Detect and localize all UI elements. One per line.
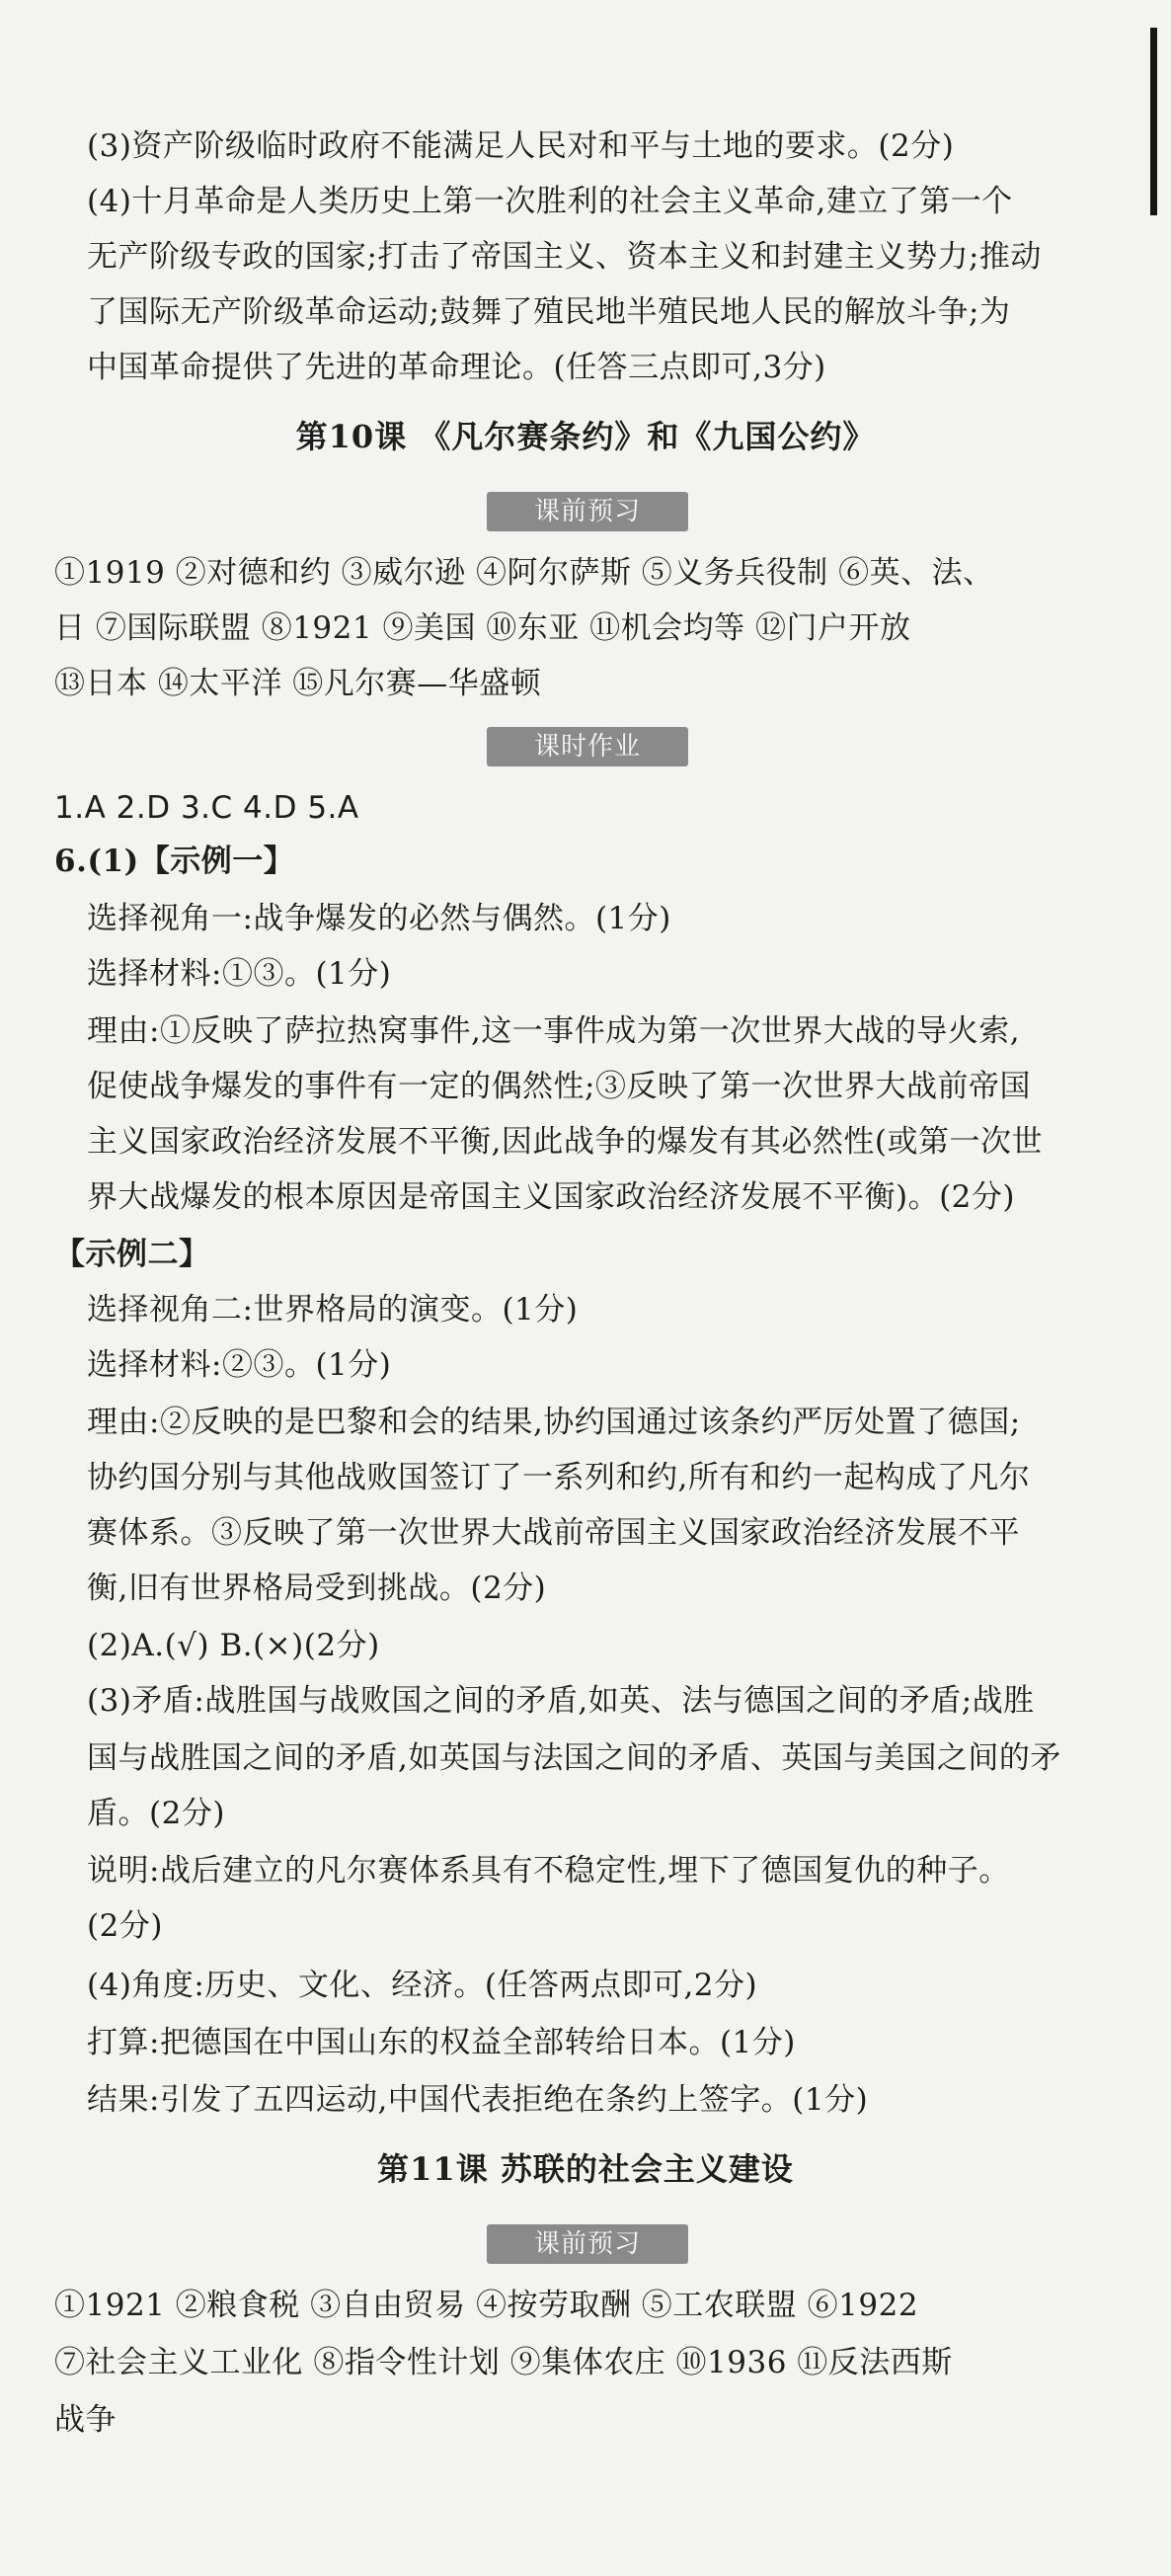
answer-line: 选择材料:②③。(1分) — [87, 1347, 392, 1383]
answer-line: 选择视角二:世界格局的演变。(1分) — [87, 1292, 579, 1328]
answer-line: (4)角度:历史、文化、经济。(任答两点即可,2分) — [87, 1968, 758, 2003]
answer-line: 说明:战后建立的凡尔赛体系具有不稳定性,埋下了德国复仇的种子。 — [87, 1853, 1010, 1889]
answer-line: 国与战胜国之间的矛盾,如英国与法国之间的矛盾、英国与美国之间的矛 — [87, 1740, 1061, 1776]
answer-line: (3)矛盾:战胜国与战败国之间的矛盾,如英、法与德国之间的矛盾;战胜 — [87, 1683, 1035, 1719]
lesson-10-title: 第10课 《凡尔赛条约》和《九国公约》 — [295, 418, 876, 455]
question-6-heading: 6.(1)【示例一】 — [54, 844, 295, 879]
answer-line: 理由:②反映的是巴黎和会的结果,协约国通过该条约严厉处置了德国; — [87, 1405, 1021, 1440]
answer-line: (3)资产阶级临时政府不能满足人民对和平与土地的要求。(2分) — [87, 128, 955, 164]
preview-badge: 课前预习 — [487, 492, 688, 531]
homework-badge: 课时作业 — [487, 727, 688, 766]
answer-line: (2)A.(√) B.(×)(2分) — [87, 1628, 380, 1663]
preview-answer-line: ①1919 ②对德和约 ③威尔逊 ④阿尔萨斯 ⑤义务兵役制 ⑥英、法、 — [54, 555, 994, 591]
answer-line: 结果:引发了五四运动,中国代表拒绝在条约上签字。(1分) — [87, 2082, 869, 2118]
preview-answer-line: ①1921 ②粮食税 ③自由贸易 ④按劳取酬 ⑤工农联盟 ⑥1922 — [54, 2288, 919, 2323]
answer-line: 无产阶级专政的国家;打击了帝国主义、资本主义和封建主义势力;推动 — [87, 239, 1042, 275]
answer-line: 衡,旧有世界格局受到挑战。(2分) — [87, 1570, 547, 1606]
answer-line: 打算:把德国在中国山东的权益全部转给日本。(1分) — [87, 2025, 796, 2060]
answer-line: 协约国分别与其他战败国签订了一系列和约,所有和约一起构成了凡尔 — [87, 1460, 1031, 1495]
answer-line: 促使战争爆发的事件有一定的偶然性;③反映了第一次世界大战前帝国 — [87, 1069, 1031, 1104]
answer-line: (2分) — [87, 1908, 163, 1944]
answer-line: 界大战爆发的根本原因是帝国主义国家政治经济发展不平衡)。(2分) — [87, 1179, 1016, 1215]
preview-answer-line: ⑦社会主义工业化 ⑧指令性计划 ⑨集体农庄 ⑩1936 ⑪反法西斯 — [54, 2345, 953, 2380]
preview-answer-line: 战争 — [54, 2402, 117, 2438]
choice-answers: 1.A 2.D 3.C 4.D 5.A — [54, 790, 359, 826]
preview-answer-line: 日 ⑦国际联盟 ⑧1921 ⑨美国 ⑩东亚 ⑪机会均等 ⑫门户开放 — [54, 610, 911, 646]
answer-line: 赛体系。③反映了第一次世界大战前帝国主义国家政治经济发展不平 — [87, 1515, 1020, 1551]
answer-line: 了国际无产阶级革命运动;鼓舞了殖民地半殖民地人民的解放斗争;为 — [87, 294, 1011, 330]
preview-answer-line: ⑬日本 ⑭太平洋 ⑮凡尔赛—华盛顿 — [54, 666, 542, 701]
answer-line: 选择视角一:战争爆发的必然与偶然。(1分) — [87, 901, 671, 936]
example-2-heading: 【示例二】 — [54, 1237, 210, 1272]
lesson-11-title: 第11课 苏联的社会主义建设 — [377, 2150, 794, 2188]
answer-line: 选择材料:①③。(1分) — [87, 956, 392, 992]
preview-badge: 课前预习 — [487, 2224, 688, 2264]
answer-line: 理由:①反映了萨拉热窝事件,这一事件成为第一次世界大战的导火索, — [87, 1013, 1021, 1049]
answer-line: 盾。(2分) — [87, 1796, 225, 1831]
page-edge-bar — [1150, 28, 1157, 215]
answer-line: (4)十月革命是人类历史上第一次胜利的社会主义革命,建立了第一个 — [87, 184, 1013, 219]
answer-line: 主义国家政治经济发展不平衡,因此战争的爆发有其必然性(或第一次世 — [87, 1124, 1043, 1160]
answer-line: 中国革命提供了先进的革命理论。(任答三点即可,3分) — [87, 350, 826, 385]
